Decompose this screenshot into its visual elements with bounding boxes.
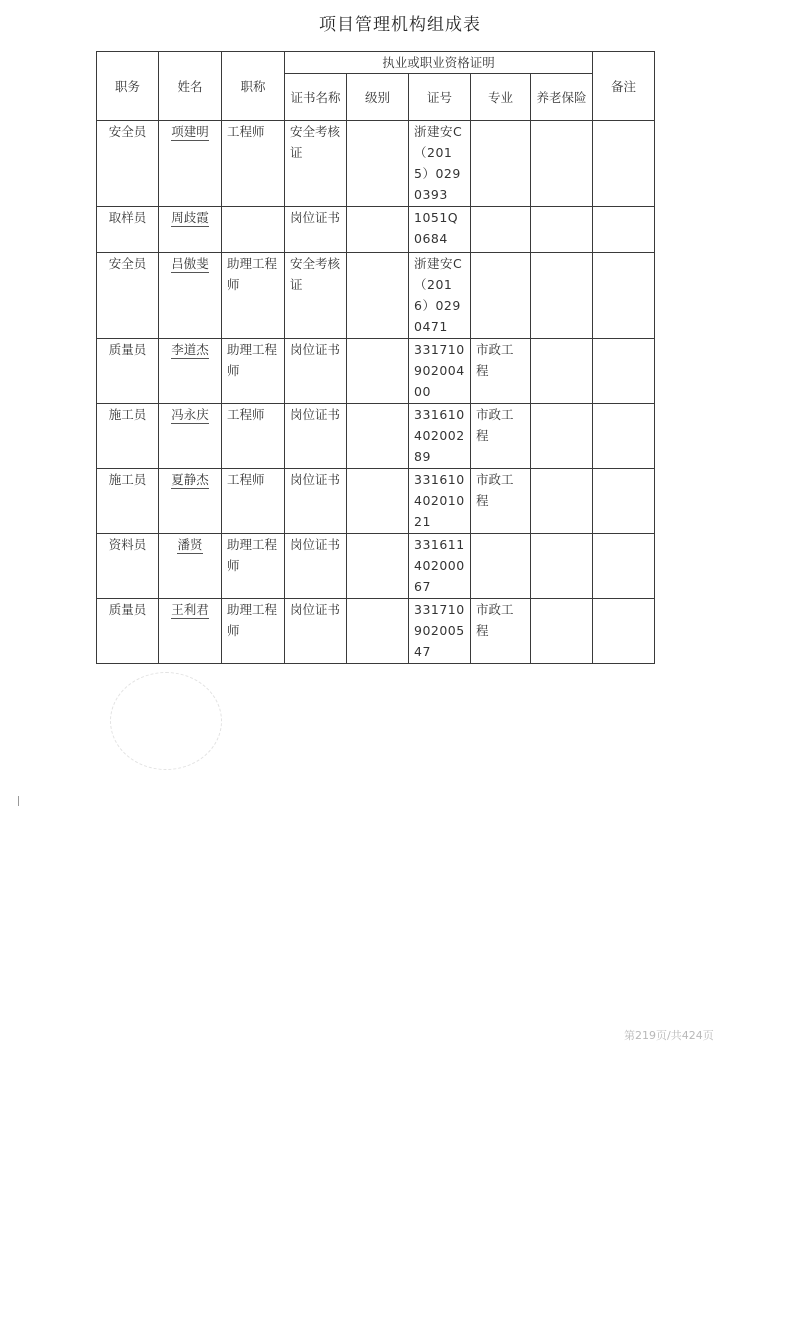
row-major (471, 121, 531, 207)
person-name: 冯永庆 (171, 407, 209, 422)
header-name: 姓名 (159, 52, 222, 121)
row-major: 市政工程 (471, 599, 531, 664)
row-cert-name: 岗位证书 (285, 404, 347, 469)
row-pension (531, 207, 593, 253)
row-remark (593, 121, 655, 207)
table-row (97, 339, 655, 404)
row-cert-no: 33161140200067 (409, 534, 471, 599)
row-cert-name: 岗位证书 (285, 599, 347, 664)
row-cert-no: 浙建安C（2015）0290393 (409, 121, 471, 207)
page-number: 第219页/共424页 (624, 1029, 714, 1042)
staff-table (96, 51, 655, 664)
row-level (347, 404, 409, 469)
staff-table-body (97, 121, 655, 664)
row-title: 助理工程师 (222, 534, 285, 599)
row-title (222, 207, 285, 253)
person-name: 周歧霞 (171, 210, 209, 225)
row-level (347, 253, 409, 339)
row-remark (593, 469, 655, 534)
table-row (97, 253, 655, 339)
table-row (97, 404, 655, 469)
row-title: 工程师 (222, 469, 285, 534)
header-qualification-group: 执业或职业资格证明 (285, 52, 593, 74)
person-name: 潘贤 (177, 537, 203, 552)
row-cert-no: 浙建安C（2016）0290471 (409, 253, 471, 339)
row-cert-name: 岗位证书 (285, 469, 347, 534)
page-title: 项目管理机构组成表 (319, 15, 481, 35)
row-major: 市政工程 (471, 404, 531, 469)
row-remark (593, 404, 655, 469)
row-title: 助理工程师 (222, 599, 285, 664)
margin-mark (18, 796, 19, 806)
row-cert-name: 岗位证书 (285, 339, 347, 404)
row-position: 施工员 (97, 469, 159, 534)
row-position: 资料员 (97, 534, 159, 599)
row-remark (593, 599, 655, 664)
person-name: 夏静杰 (171, 472, 209, 487)
table-row (97, 121, 655, 207)
row-pension (531, 253, 593, 339)
table-row (97, 599, 655, 664)
row-cert-no: 33161040201021 (409, 469, 471, 534)
row-level (347, 207, 409, 253)
header-remark: 备注 (593, 52, 655, 121)
row-level (347, 339, 409, 404)
row-name (159, 339, 222, 404)
row-major (471, 534, 531, 599)
row-level (347, 121, 409, 207)
row-remark (593, 253, 655, 339)
row-remark (593, 339, 655, 404)
row-cert-no: 1051Q0684 (409, 207, 471, 253)
row-cert-no: 33171090200400 (409, 339, 471, 404)
row-name (159, 599, 222, 664)
row-cert-name: 岗位证书 (285, 207, 347, 253)
header-pension: 养老保险 (531, 74, 593, 121)
header-cert-name: 证书名称 (285, 74, 347, 121)
person-name: 项建明 (171, 124, 209, 139)
person-name: 李道杰 (171, 342, 209, 357)
row-title: 助理工程师 (222, 339, 285, 404)
row-pension (531, 469, 593, 534)
row-pension (531, 404, 593, 469)
row-level (347, 469, 409, 534)
row-name (159, 404, 222, 469)
row-title: 工程师 (222, 404, 285, 469)
table-row (97, 534, 655, 599)
row-cert-name: 安全考核证 (285, 121, 347, 207)
row-title: 助理工程师 (222, 253, 285, 339)
row-cert-name: 安全考核证 (285, 253, 347, 339)
row-cert-name: 岗位证书 (285, 534, 347, 599)
table-row (97, 469, 655, 534)
table-row (97, 207, 655, 253)
header-title: 职称 (222, 52, 285, 121)
header-major: 专业 (471, 74, 531, 121)
row-cert-no: 33161040200289 (409, 404, 471, 469)
row-position: 取样员 (97, 207, 159, 253)
row-name (159, 207, 222, 253)
row-name (159, 253, 222, 339)
row-position: 安全员 (97, 121, 159, 207)
row-major: 市政工程 (471, 469, 531, 534)
row-cert-no: 33171090200547 (409, 599, 471, 664)
row-position: 质量员 (97, 339, 159, 404)
row-position: 安全员 (97, 253, 159, 339)
row-remark (593, 534, 655, 599)
row-pension (531, 534, 593, 599)
row-major (471, 207, 531, 253)
row-pension (531, 339, 593, 404)
person-name: 王利君 (171, 602, 209, 617)
row-position: 质量员 (97, 599, 159, 664)
row-pension (531, 599, 593, 664)
row-title: 工程师 (222, 121, 285, 207)
header-position: 职务 (97, 52, 159, 121)
row-pension (531, 121, 593, 207)
header-level: 级别 (347, 74, 409, 121)
header-cert-no: 证号 (409, 74, 471, 121)
row-name (159, 534, 222, 599)
row-name (159, 121, 222, 207)
row-position: 施工员 (97, 404, 159, 469)
row-level (347, 599, 409, 664)
row-major (471, 253, 531, 339)
row-name (159, 469, 222, 534)
row-major: 市政工程 (471, 339, 531, 404)
person-name: 吕傲斐 (171, 256, 209, 271)
row-remark (593, 207, 655, 253)
faded-seal (110, 672, 222, 770)
row-level (347, 534, 409, 599)
